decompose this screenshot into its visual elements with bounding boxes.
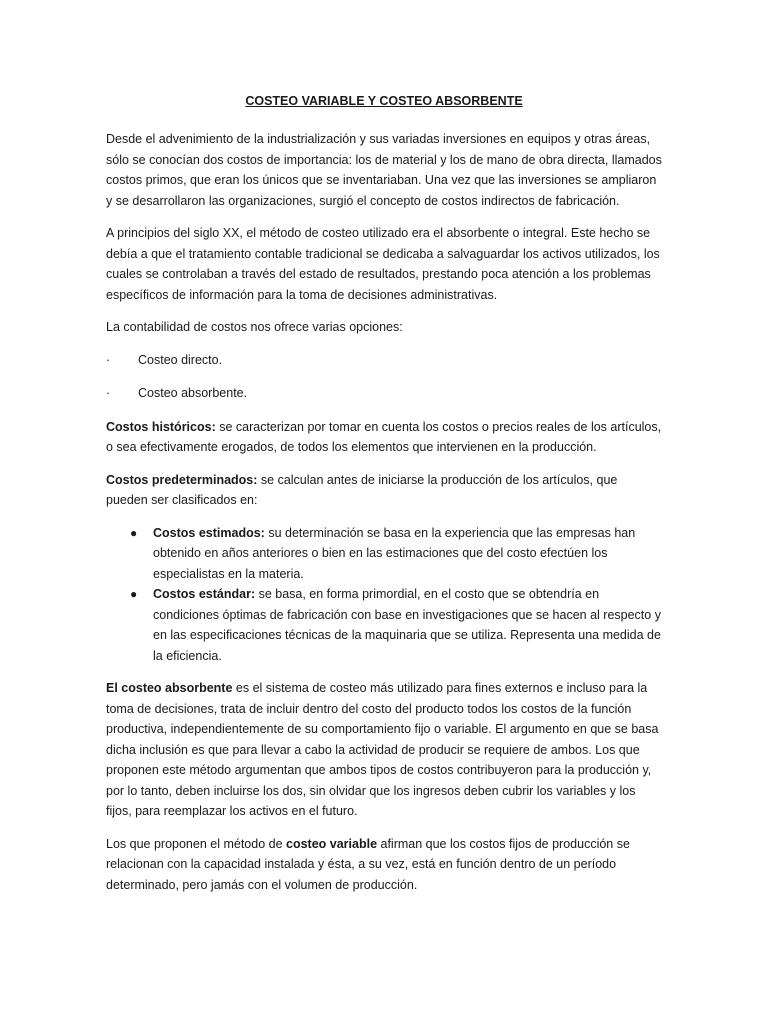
term-costos-predeterminados: Costos predeterminados:: [106, 472, 258, 487]
definition-costos-estimados: su determinación se basa en la experiencia que las empresas han obtenido en años anteriores o bien en las estimaciones que del costo efectúen los especialistas en la materia.: [153, 525, 636, 581]
paragraph-opciones: La contabilidad de costos nos ofrece varias opciones:: [106, 320, 403, 334]
list-item: [106, 584, 662, 666]
bullet-icon: ●: [130, 525, 138, 540]
term-costos-estandar: Costos estándar:: [153, 587, 256, 601]
term-costeo-variable: costeo variable: [286, 836, 378, 851]
paragraph-costos-predeterminados: [106, 470, 662, 511]
bullet-list: [106, 523, 662, 667]
option-text: Costeo absorbente.: [138, 386, 248, 400]
paragraph-costos-historicos: [106, 417, 662, 458]
definition-costos-estandar: se basa, en forma primordial, en el costo que se obtendría en condiciones óptimas de fabricación con base en investigaciones que se hacen al respecto y en las especificaciones técnicas de la maquinaria que se utiliza. Representa una medida de la eficiencia.: [153, 587, 661, 663]
definition-costeo-variable: afirman que los costos fijos de producción se relacionan con la capacidad instalada y ésta, a su vez, está en función dentro de un período determinado, pero jamás con el volumen de producción.: [106, 836, 630, 892]
term-costos-estimados: Costos estimados:: [153, 525, 265, 540]
definition-costos-predeterminados: se calculan antes de iniciarse la producción de los artículos, que pueden ser clasificados en:: [106, 472, 618, 507]
list-item: [106, 523, 662, 585]
term-costeo-absorbente: El costeo absorbente: [106, 681, 233, 695]
option-text: Costeo directo.: [138, 352, 223, 367]
bullet-dot: ·: [106, 352, 111, 367]
paragraph-industrializacion: Desde el advenimiento de la industrialización y sus variadas inversiones en equipos y otras áreas, sólo se conocían dos costos de importancia: los de material y los de mano de obra directa, llamados costos primos, que eran los únicos que se inventariaban. Una vez que las inversiones se ampliaron y se desarrollaron las organizaciones, surgió el concepto de costos indirectos de fabricación.: [106, 132, 662, 208]
option-item: [106, 383, 662, 404]
definition-costeo-absorbente: es el sistema de costeo más utilizado para fines externos e incluso para la toma de decisiones, trata de incluir dentro del costo del producto todos los costos de la función productiva, independientemente de su comportamiento fijo o variable. El argumento en que se basa dicha inclusión es que para llevar a cabo la actividad de producir se requiere de ambos. Los que proponen este método argumentan que ambos tipos de costos contribuyeron para la producción y, por lo tanto, deben incluirse los dos, sin olvidar que los ingresos deben cubrir los variables y los fijos, para reemplazar los activos en el futuro.: [106, 681, 659, 818]
document-page: [106, 92, 662, 907]
paragraph-siglo-xx: A principios del siglo XX, el método de costeo utilizado era el absorbente o integral. Este hecho se debía a que el tratamiento contable tradicional se dedicaba a salvaguardar los activos utilizados, los cuales se controlaban a través del estado de resultados, prestando poca atención a los problemas específicos de información para la toma de decisiones administrativas.: [106, 226, 660, 302]
definition-costos-historicos: se caracterizan por tomar en cuenta los costos o precios reales de los artículos, o sea efectivamente erogados, de todos los elementos que intervienen en la producción.: [106, 419, 662, 454]
option-item: [106, 350, 662, 371]
intro-costeo-variable: Los que proponen el método de: [106, 836, 286, 851]
term-costos-historicos: Costos históricos:: [106, 419, 216, 434]
paragraph-costeo-variable: [106, 834, 662, 896]
bullet-icon: ●: [130, 587, 138, 601]
paragraph-costeo-absorbente: [106, 678, 662, 822]
document-title: COSTEO VARIABLE Y COSTEO ABSORBENTE: [245, 94, 523, 108]
bullet-dot: ·: [106, 386, 111, 400]
